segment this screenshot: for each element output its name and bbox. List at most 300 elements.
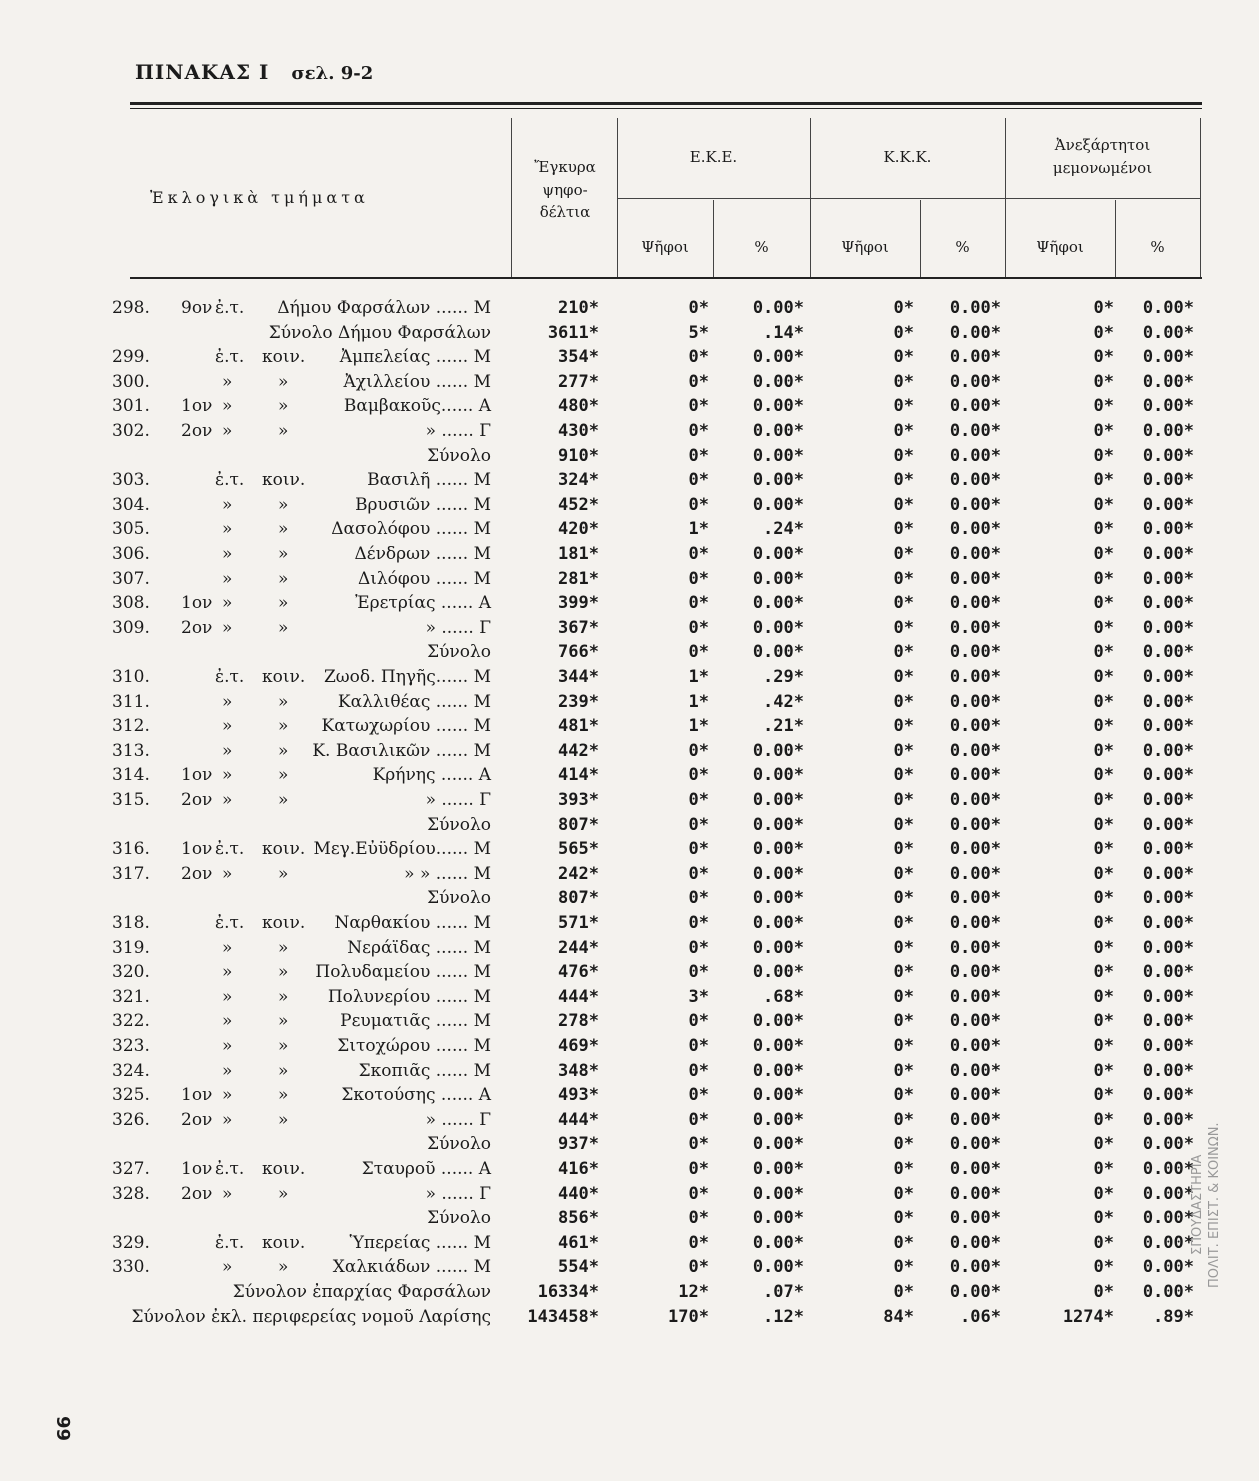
cell-kkk-percent: 0.00* [949, 470, 1001, 491]
cell-name: Χαλκιάδων ...... Μ [332, 1257, 491, 1278]
cell-kkk-votes: 0* [893, 1036, 914, 1056]
cell-valid-ballots: 181* [558, 544, 599, 564]
cell-kkk-votes: 0* [893, 1282, 914, 1302]
cell-num: 322. [112, 1011, 150, 1032]
cell-kkk-votes: 0* [893, 445, 914, 466]
cell-valid-ballots: 239* [558, 691, 599, 712]
cell-kkk-percent: 0.00* [949, 1060, 1001, 1081]
cell-valid-ballots: 565* [558, 839, 599, 860]
cell-ind-percent: 0.00* [1142, 913, 1194, 933]
cell-q1: » [278, 568, 289, 589]
cell-ind-votes: 0* [1093, 519, 1114, 540]
cell-kkk-votes: 0* [893, 1159, 914, 1179]
cell-ind-votes: 0* [1093, 1183, 1114, 1204]
cell-valid-ballots: 480* [558, 396, 599, 417]
cell-valid-ballots: 442* [558, 740, 599, 761]
cell-ind-percent: 0.00* [1142, 1134, 1194, 1155]
cell-eke-votes: 0* [688, 1159, 709, 1179]
cell-name: » ...... Γ [425, 1109, 491, 1130]
table-row [0, 593, 1259, 617]
top-rule-thick [130, 102, 1202, 105]
cell-kkk-votes: 0* [893, 1109, 914, 1130]
cell-kkk-votes: 0* [893, 593, 914, 614]
cell-valid-ballots: 420* [558, 519, 599, 540]
cell-name: Σταυροῦ ...... Α [361, 1159, 491, 1179]
cell-et: » [222, 1011, 233, 1032]
cell-eke-votes: 0* [688, 298, 709, 318]
cell-name: Δασολόφου ...... Μ [331, 519, 491, 540]
cell-ord: 9ον [181, 298, 213, 318]
cell-q1: » [278, 1109, 289, 1130]
cell-et: » [222, 396, 233, 417]
cell-q1: » [278, 1085, 289, 1106]
cell-name: Ἀχιλλείου ...... Μ [343, 371, 491, 392]
cell-valid-ballots: 277* [558, 371, 599, 392]
cell-et: » [222, 568, 233, 589]
cell-eke-votes: 0* [688, 937, 709, 958]
cell-kkk-percent: 0.00* [949, 1282, 1001, 1302]
cell-eke-votes: 0* [688, 913, 709, 933]
cell-ind-votes: 0* [1093, 1282, 1114, 1302]
cell-ind-percent: 0.00* [1142, 986, 1194, 1007]
cell-kkk-percent: 0.00* [949, 1159, 1001, 1179]
cell-eke-votes: 0* [688, 568, 709, 589]
cell-et: » [222, 519, 233, 540]
cell-valid-ballots: 281* [558, 568, 599, 589]
header-vline [1200, 118, 1201, 278]
cell-et: » [222, 740, 233, 761]
cell-eke-votes: 0* [688, 1183, 709, 1204]
cell-eke-percent: .29* [763, 667, 804, 687]
cell-kkk-percent: 0.00* [949, 716, 1001, 737]
cell-valid-ballots: 393* [558, 790, 599, 810]
cell-ord: 1ον [181, 593, 213, 614]
cell-eke-votes: 0* [688, 962, 709, 983]
cell-num: 330. [112, 1257, 150, 1278]
table-row [0, 1011, 1259, 1035]
cell-ind-votes: 0* [1093, 888, 1114, 909]
cell-ind-percent: 0.00* [1142, 421, 1194, 441]
cell-ind-votes: 0* [1093, 1011, 1114, 1032]
cell-eke-percent: .07* [763, 1282, 804, 1302]
cell-num: 323. [112, 1036, 150, 1056]
cell-name: Βαμβακοῦς...... Α [343, 396, 491, 417]
cell-et: ἐ.τ. [215, 347, 245, 368]
cell-et: ἐ.τ. [215, 1232, 245, 1253]
cell-q1: » [278, 716, 289, 737]
cell-num: 302. [112, 421, 150, 441]
cell-ind-votes: 0* [1093, 1060, 1114, 1081]
cell-num: 320. [112, 962, 150, 983]
header-valid-ballots: Ἔγκυρα ψηφο- δέλτια [534, 158, 596, 221]
cell-num: 306. [112, 544, 150, 564]
cell-ind-percent: 0.00* [1142, 519, 1194, 540]
cell-num: 305. [112, 519, 150, 540]
cell-ind-percent: 0.00* [1142, 494, 1194, 515]
cell-label: Σύνολο [427, 814, 491, 835]
table-row [0, 741, 1259, 765]
cell-kkk-votes: 0* [893, 740, 914, 761]
cell-ord: 1ον [181, 1159, 213, 1179]
cell-q1: » [278, 1060, 289, 1081]
cell-et: » [222, 962, 233, 983]
cell-ind-votes: 0* [1093, 494, 1114, 515]
cell-et: » [222, 1036, 233, 1056]
cell-q1: κοιν. [262, 839, 306, 860]
cell-num: 327. [112, 1159, 150, 1179]
cell-kkk-percent: 0.00* [949, 642, 1001, 663]
cell-valid-ballots: 481* [558, 716, 599, 737]
cell-name: Κ. Βασιλικῶν ...... Μ [312, 740, 491, 761]
cell-et: » [222, 421, 233, 441]
cell-kkk-votes: 0* [893, 863, 914, 884]
cell-eke-percent: 0.00* [752, 617, 804, 638]
cell-name: Πολυδαμείου ...... Μ [315, 962, 491, 983]
cell-ind-votes: 0* [1093, 1085, 1114, 1106]
header-independents: Ἀνεξάρτητοι μεμονωμένοι [1052, 136, 1153, 177]
cell-ind-percent: 0.00* [1142, 322, 1194, 343]
cell-kkk-votes: 0* [893, 814, 914, 835]
cell-kkk-votes: 0* [893, 962, 914, 983]
cell-ind-percent: 0.00* [1142, 1060, 1194, 1081]
cell-eke-votes: 0* [688, 1085, 709, 1106]
cell-q1: » [278, 617, 289, 638]
cell-et: » [222, 1109, 233, 1130]
top-rule-thin [130, 108, 1202, 109]
cell-kkk-percent: 0.00* [949, 421, 1001, 441]
cell-name: » ...... Γ [425, 790, 491, 810]
cell-kkk-votes: 0* [893, 642, 914, 663]
cell-eke-percent: 0.00* [752, 371, 804, 392]
cell-ind-votes: 0* [1093, 1109, 1114, 1130]
cell-valid-ballots: 278* [558, 1011, 599, 1032]
cell-kkk-votes: 0* [893, 716, 914, 737]
cell-eke-percent: 0.00* [752, 1257, 804, 1278]
cell-eke-percent: 0.00* [752, 470, 804, 491]
page-number: 66 [54, 1415, 76, 1442]
cell-ind-votes: 0* [1093, 667, 1114, 687]
cell-kkk-votes: 0* [893, 839, 914, 860]
cell-kkk-votes: 0* [893, 617, 914, 638]
cell-eke-percent: 0.00* [752, 642, 804, 663]
cell-eke-percent: 0.00* [752, 568, 804, 589]
cell-eke-percent: 0.00* [752, 593, 804, 614]
cell-kkk-percent: 0.00* [949, 396, 1001, 417]
page-title [135, 60, 373, 84]
cell-num: 324. [112, 1060, 150, 1081]
cell-eke-percent: 0.00* [752, 396, 804, 417]
cell-ind-votes: 0* [1093, 937, 1114, 958]
cell-q1: » [278, 593, 289, 614]
cell-et: » [222, 790, 233, 810]
cell-ind-votes: 0* [1093, 544, 1114, 564]
cell-eke-percent: 0.00* [752, 1036, 804, 1056]
cell-eke-percent: 0.00* [752, 913, 804, 933]
cell-q1: κοιν. [262, 913, 306, 933]
cell-kkk-percent: 0.00* [949, 568, 1001, 589]
cell-kkk-votes: 0* [893, 1208, 914, 1229]
cell-valid-ballots: 3611* [547, 322, 599, 343]
cell-eke-percent: 0.00* [752, 1011, 804, 1032]
total-row [0, 1282, 1259, 1306]
table-row [0, 544, 1259, 568]
cell-valid-ballots: 242* [558, 863, 599, 884]
cell-et: » [222, 1183, 233, 1204]
cell-ord: 1ον [181, 839, 213, 860]
cell-eke-percent: 0.00* [752, 494, 804, 515]
table-row [0, 790, 1259, 814]
cell-kkk-votes: 0* [893, 494, 914, 515]
cell-valid-ballots: 766* [558, 642, 599, 663]
cell-valid-ballots: 452* [558, 494, 599, 515]
table-row [0, 519, 1259, 543]
cell-ind-percent: 0.00* [1142, 1232, 1194, 1253]
cell-name: Σκοπιᾶς ...... Μ [358, 1060, 491, 1081]
cell-ind-votes: 0* [1093, 962, 1114, 983]
cell-eke-percent: 0.00* [752, 765, 804, 786]
total-row [0, 446, 1259, 470]
cell-kkk-percent: 0.00* [949, 1208, 1001, 1229]
table-row [0, 347, 1259, 371]
cell-ind-votes: 0* [1093, 1036, 1114, 1056]
table-row [0, 962, 1259, 986]
table-row [0, 372, 1259, 396]
cell-kkk-votes: 0* [893, 1232, 914, 1253]
cell-valid-ballots: 469* [558, 1036, 599, 1056]
cell-label: Σύνολο [427, 445, 491, 466]
cell-kkk-percent: 0.00* [949, 667, 1001, 687]
table-row [0, 1061, 1259, 1085]
table-row [0, 692, 1259, 716]
cell-kkk-votes: 0* [893, 396, 914, 417]
cell-ind-votes: 0* [1093, 740, 1114, 761]
cell-ind-percent: 0.00* [1142, 298, 1194, 318]
header-eke-votes: Ψῆφοι [641, 238, 689, 256]
cell-eke-votes: 0* [688, 1060, 709, 1081]
table-row [0, 1085, 1259, 1109]
cell-eke-votes: 0* [688, 642, 709, 663]
cell-kkk-percent: 0.00* [949, 1232, 1001, 1253]
cell-et: » [222, 986, 233, 1007]
cell-kkk-votes: 0* [893, 568, 914, 589]
cell-eke-percent: 0.00* [752, 347, 804, 368]
cell-ind-percent: 0.00* [1142, 740, 1194, 761]
cell-num: 318. [112, 913, 150, 933]
cell-q1: » [278, 863, 289, 884]
cell-ind-percent: 0.00* [1142, 937, 1194, 958]
header-ind-votes: Ψῆφοι [1036, 238, 1084, 256]
table-row [0, 864, 1259, 888]
cell-et: » [222, 544, 233, 564]
cell-kkk-percent: 0.00* [949, 765, 1001, 786]
cell-q1: » [278, 937, 289, 958]
cell-label: Σύνολο [427, 1208, 491, 1229]
cell-eke-percent: 0.00* [752, 1134, 804, 1155]
cell-num: 312. [112, 716, 150, 737]
cell-kkk-percent: 0.00* [949, 986, 1001, 1007]
table-row [0, 1036, 1259, 1060]
cell-eke-percent: 0.00* [752, 1109, 804, 1130]
cell-ind-percent: 0.00* [1142, 544, 1194, 564]
cell-num: 317. [112, 863, 150, 884]
cell-kkk-votes: 0* [893, 519, 914, 540]
table-row [0, 1257, 1259, 1281]
cell-valid-ballots: 493* [558, 1085, 599, 1106]
cell-num: 307. [112, 568, 150, 589]
cell-ind-percent: 0.00* [1142, 617, 1194, 638]
cell-ind-percent: 0.00* [1142, 396, 1194, 417]
cell-et: » [222, 863, 233, 884]
cell-eke-votes: 170* [668, 1306, 709, 1327]
cell-name: Κατωχωρίου ...... Μ [321, 716, 491, 737]
cell-eke-percent: 0.00* [752, 888, 804, 909]
cell-num: 313. [112, 740, 150, 761]
cell-q1: » [278, 1257, 289, 1278]
cell-ind-votes: 0* [1093, 1134, 1114, 1155]
cell-valid-ballots: 461* [558, 1232, 599, 1253]
cell-kkk-percent: 0.00* [949, 1183, 1001, 1204]
cell-ind-percent: 0.00* [1142, 642, 1194, 663]
cell-eke-percent: 0.00* [752, 962, 804, 983]
cell-label: Σύνολον ἐπαρχίας Φαρσάλων [232, 1282, 491, 1302]
cell-eke-votes: 0* [688, 1109, 709, 1130]
cell-num: 316. [112, 839, 150, 860]
table-row [0, 667, 1259, 691]
cell-kkk-percent: 0.00* [949, 544, 1001, 564]
table-row [0, 569, 1259, 593]
cell-kkk-votes: 0* [893, 986, 914, 1007]
cell-valid-ballots: 244* [558, 937, 599, 958]
cell-num: 325. [112, 1085, 150, 1106]
cell-num: 311. [112, 691, 150, 712]
cell-name: Δένδρων ...... Μ [354, 544, 491, 564]
cell-name: » ...... Γ [425, 617, 491, 638]
cell-ind-percent: 0.00* [1142, 765, 1194, 786]
header-districts: Ἐκλογικὰ τμήματα [150, 188, 369, 207]
cell-ind-percent: 0.00* [1142, 1036, 1194, 1056]
cell-kkk-votes: 0* [893, 691, 914, 712]
cell-eke-percent: 0.00* [752, 1183, 804, 1204]
cell-et: » [222, 1060, 233, 1081]
cell-eke-percent: .14* [763, 322, 804, 343]
cell-et: ἐ.τ. [215, 1159, 245, 1179]
cell-ind-percent: 0.00* [1142, 1085, 1194, 1106]
cell-valid-ballots: 414* [558, 765, 599, 786]
table-row [0, 1110, 1259, 1134]
cell-ind-percent: 0.00* [1142, 1109, 1194, 1130]
cell-ind-votes: 1274* [1062, 1306, 1114, 1327]
cell-name: Σιτοχώρου ...... Μ [337, 1036, 491, 1056]
cell-q1: » [278, 765, 289, 786]
cell-valid-ballots: 354* [558, 347, 599, 368]
cell-ind-percent: 0.00* [1142, 863, 1194, 884]
total-row [0, 815, 1259, 839]
table-row [0, 913, 1259, 937]
cell-q1: » [278, 691, 289, 712]
cell-ind-percent: 0.00* [1142, 667, 1194, 687]
cell-ord: 2ον [181, 1109, 213, 1130]
cell-kkk-percent: 0.00* [949, 371, 1001, 392]
cell-ord: 1ον [181, 1085, 213, 1106]
cell-ind-votes: 0* [1093, 839, 1114, 860]
cell-num: 303. [112, 470, 150, 491]
cell-ind-votes: 0* [1093, 322, 1114, 343]
cell-ind-percent: .89* [1153, 1306, 1194, 1327]
cell-et: » [222, 691, 233, 712]
cell-eke-votes: 0* [688, 470, 709, 491]
cell-kkk-votes: 0* [893, 913, 914, 933]
cell-ind-percent: 0.00* [1142, 568, 1194, 589]
cell-kkk-percent: 0.00* [949, 814, 1001, 835]
table-row [0, 938, 1259, 962]
cell-valid-ballots: 440* [558, 1183, 599, 1204]
cell-et: » [222, 937, 233, 958]
cell-num: 309. [112, 617, 150, 638]
cell-ind-votes: 0* [1093, 863, 1114, 884]
cell-valid-ballots: 430* [558, 421, 599, 441]
cell-eke-votes: 0* [688, 371, 709, 392]
total-row [0, 323, 1259, 347]
cell-num: 315. [112, 790, 150, 810]
cell-name: Διλόφου ...... Μ [357, 568, 491, 589]
cell-eke-percent: 0.00* [752, 740, 804, 761]
cell-q1: κοιν. [262, 347, 306, 368]
cell-name: Ναρθακίου ...... Μ [334, 913, 491, 933]
cell-q1: » [278, 962, 289, 983]
cell-valid-ballots: 937* [558, 1134, 599, 1155]
cell-eke-votes: 1* [688, 519, 709, 540]
cell-eke-votes: 0* [688, 1232, 709, 1253]
table-row [0, 495, 1259, 519]
cell-ind-votes: 0* [1093, 396, 1114, 417]
cell-kkk-percent: 0.00* [949, 445, 1001, 466]
cell-valid-ballots: 807* [558, 814, 599, 835]
cell-q1: κοιν. [262, 1232, 306, 1253]
cell-valid-ballots: 856* [558, 1208, 599, 1229]
cell-eke-percent: 0.00* [752, 298, 804, 318]
cell-eke-votes: 5* [688, 322, 709, 343]
cell-ord: 1ον [181, 765, 213, 786]
cell-q1: » [278, 790, 289, 810]
cell-ord: 2ον [181, 421, 213, 441]
cell-ind-votes: 0* [1093, 716, 1114, 737]
cell-kkk-votes: 0* [893, 1060, 914, 1081]
cell-kkk-percent: 0.00* [949, 1109, 1001, 1130]
cell-et: ἐ.τ. [215, 470, 245, 491]
cell-eke-votes: 1* [688, 691, 709, 712]
cell-eke-votes: 0* [688, 617, 709, 638]
cell-ind-votes: 0* [1093, 1208, 1114, 1229]
cell-num: 326. [112, 1109, 150, 1130]
cell-eke-votes: 0* [688, 814, 709, 835]
cell-eke-votes: 0* [688, 765, 709, 786]
cell-q1: » [278, 740, 289, 761]
cell-kkk-percent: 0.00* [949, 1085, 1001, 1106]
total-row [0, 1134, 1259, 1158]
table-row [0, 298, 1259, 322]
cell-name: Κρήνης ...... Α [372, 765, 491, 786]
cell-kkk-percent: 0.00* [949, 937, 1001, 958]
cell-et: » [222, 1257, 233, 1278]
cell-num: 314. [112, 765, 150, 786]
cell-ind-percent: 0.00* [1142, 371, 1194, 392]
cell-ind-percent: 0.00* [1142, 445, 1194, 466]
cell-kkk-percent: 0.00* [949, 740, 1001, 761]
cell-valid-ballots: 16334* [537, 1282, 599, 1302]
cell-kkk-percent: 0.00* [949, 913, 1001, 933]
cell-kkk-percent: 0.00* [949, 347, 1001, 368]
table-row [0, 1159, 1259, 1183]
